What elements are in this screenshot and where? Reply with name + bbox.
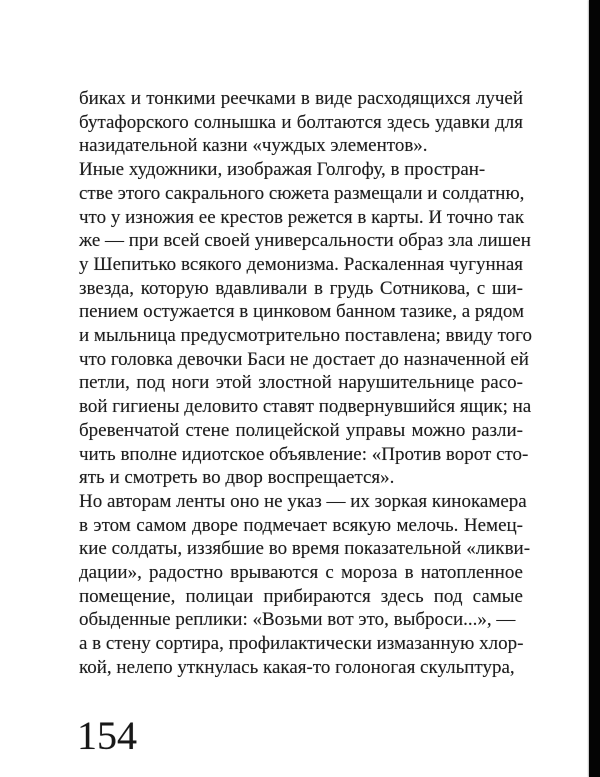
- text-line: чить вполне идиотское объявление: «Против ворот сто-: [79, 443, 529, 465]
- text-line: вой гигиены деловито ставят подвернувшийся ящик; на: [79, 396, 532, 418]
- text-line: Иные художники, изображая Голгофу, в простран-: [79, 159, 486, 181]
- text-line: дации», радостно врываются с мороза в натопленное: [79, 562, 523, 584]
- text-line: помещение, полицаи прибираются здесь под самые: [79, 585, 523, 607]
- text-line: назидательной казни «чуждых элементов».: [79, 135, 428, 157]
- text-line: бревенчатой стене полицейской управы можно разли-: [79, 419, 523, 441]
- text-line: звезда, которую вдавливали в грудь Сотникова, с ши-: [79, 277, 523, 299]
- text-line: что у изножия ее крестов режется в карты. И точно так: [79, 206, 525, 228]
- page-text-block: [79, 87, 532, 680]
- text-line: биках и тонкими реечками в виде расходящихся лучей: [79, 88, 523, 109]
- text-line: бутафорского солнышка и болтаются здесь удавки для: [79, 111, 523, 133]
- text-line: и мыльница предусмотрительно поставлена; ввиду того: [79, 325, 532, 347]
- text-line: что головка девочки Баси не достает до назначенной ей: [79, 348, 529, 370]
- text-line: петли, под ноги этой злостной нарушительнице расо-: [79, 372, 523, 394]
- text-line: Но авторам ленты оно не указ — их зоркая кинокамера: [79, 490, 527, 512]
- text-line: стве этого сакрального сюжета размещали и солдатню,: [79, 182, 525, 204]
- text-line: кие солдаты, иззябшие во время показательной «ликви-: [79, 538, 531, 560]
- text-line: ять и смотреть во двор воспрещается».: [79, 467, 395, 489]
- text-line: в этом самом дворе подмечает всякую мелочь. Немец-: [79, 514, 523, 536]
- text-line: же — при всей своей универсальности образ зла лишен: [79, 230, 531, 252]
- text-line: у Шепитько всякого демонизма. Раскаленная чугунная: [79, 253, 523, 275]
- page-edge-bar: [589, 0, 600, 777]
- text-line: кой, нелепо уткнулась какая-то голоногая скульптура,: [79, 656, 515, 678]
- text-line: обыденные реплики: «Возьми вот это, выброси...», —: [79, 609, 516, 631]
- text-line: а в стену сортира, профилактически измазанную хлор-: [79, 633, 524, 655]
- text-line: пением остужается в цинковом банном тазике, а рядом: [79, 301, 524, 323]
- page-number: 154: [77, 713, 137, 758]
